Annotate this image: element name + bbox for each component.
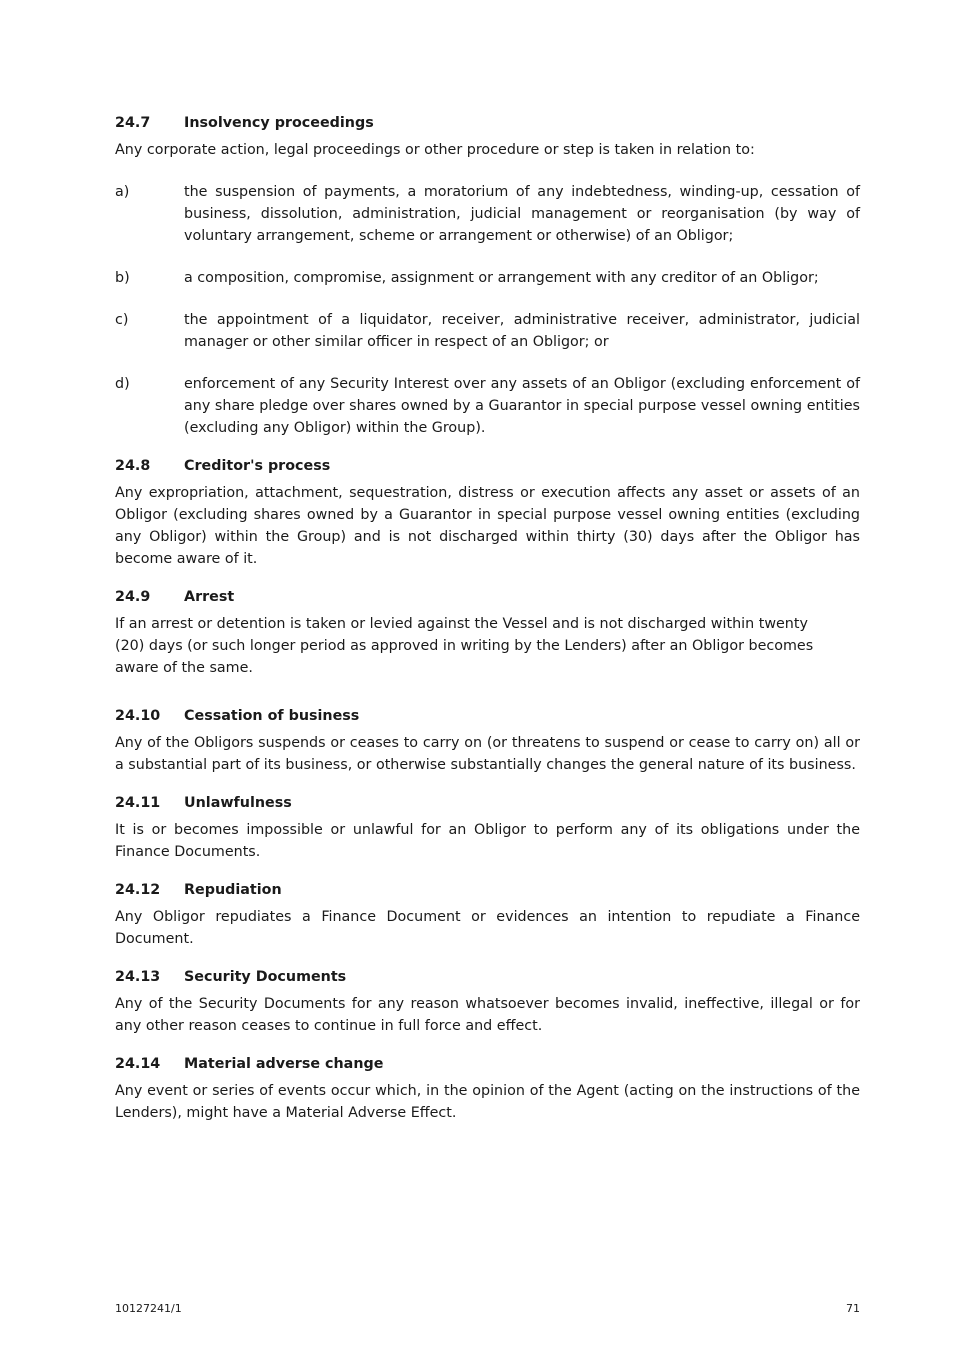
section-24-10 bbox=[115, 705, 860, 776]
list-item-d bbox=[115, 373, 860, 439]
section-title: Arrest bbox=[184, 589, 235, 605]
section-24-9 bbox=[115, 586, 860, 679]
section-number: 24.7 bbox=[115, 115, 151, 131]
section-title: Material adverse change bbox=[184, 1056, 384, 1072]
section-24-7 bbox=[115, 112, 860, 439]
section-24-14 bbox=[115, 1053, 860, 1124]
section-title: Insolvency proceedings bbox=[184, 115, 374, 131]
section-heading bbox=[115, 112, 860, 134]
section-heading bbox=[115, 792, 860, 814]
section-24-8 bbox=[115, 455, 860, 570]
section-24-13 bbox=[115, 966, 860, 1037]
section-number: 24.10 bbox=[115, 708, 161, 724]
list-marker: b) bbox=[115, 270, 130, 286]
list-text: enforcement of any Security Interest over any assets of an Obligor (excluding enforcement of any share pledge over shares owned by a Guarantor in special purpose vessel owning entities (excluding any Obligor) within the Group). bbox=[184, 376, 860, 436]
section-heading bbox=[115, 1053, 860, 1075]
list-item-a bbox=[115, 181, 860, 247]
list-text: the suspension of payments, a moratorium of any indebtedness, winding-up, cessation of business, dissolution, administration, judicial management or reorganisation (by way of voluntary arrangement, scheme or arrangement or otherwise) of an Obligor; bbox=[184, 184, 860, 244]
document-page bbox=[115, 112, 860, 1140]
section-title: Cessation of business bbox=[184, 708, 360, 724]
list-marker: a) bbox=[115, 184, 130, 200]
list-marker: c) bbox=[115, 312, 129, 328]
section-number: 24.9 bbox=[115, 589, 151, 605]
section-intro: Any corporate action, legal proceedings or other procedure or step is taken in relation to: bbox=[115, 142, 755, 158]
list-marker: d) bbox=[115, 376, 130, 392]
section-body: It is or becomes impossible or unlawful for an Obligor to perform any of its obligations under the Finance Documents. bbox=[115, 822, 860, 860]
list-item-b bbox=[115, 267, 860, 289]
section-title: Creditor's process bbox=[184, 458, 331, 474]
section-heading bbox=[115, 966, 860, 988]
section-body: Any Obligor repudiates a Finance Document or evidences an intention to repudiate a Finance Document. bbox=[115, 909, 860, 947]
section-heading bbox=[115, 705, 860, 727]
section-body: Any of the Security Documents for any reason whatsoever becomes invalid, ineffective, illegal or for any other reason ceases to continue in full force and effect. bbox=[115, 996, 860, 1034]
list-text: the appointment of a liquidator, receiver, administrative receiver, administrator, judicial manager or other similar officer in respect of an Obligor; or bbox=[184, 312, 860, 350]
section-number: 24.11 bbox=[115, 795, 161, 811]
section-title: Security Documents bbox=[184, 969, 347, 985]
section-body: Any of the Obligors suspends or ceases to carry on (or threatens to suspend or cease to carry on) all or a substantial part of its business, or otherwise substantially changes the general nature of its business. bbox=[115, 735, 860, 773]
section-body: Any event or series of events occur which, in the opinion of the Agent (acting on the instructions of the Lenders), might have a Material Adverse Effect. bbox=[115, 1083, 860, 1121]
list-text: a composition, compromise, assignment or arrangement with any creditor of an Obligor; bbox=[184, 270, 819, 286]
section-number: 24.8 bbox=[115, 458, 151, 474]
section-title: Repudiation bbox=[184, 882, 282, 898]
section-number: 24.14 bbox=[115, 1056, 161, 1072]
section-heading bbox=[115, 455, 860, 477]
section-24-11 bbox=[115, 792, 860, 863]
section-body: If an arrest or detention is taken or levied against the Vessel and is not discharged within twenty (20) days (or such longer period as approved in writing by the Lenders) after an Obligor becomes aware of the same. bbox=[115, 616, 814, 676]
section-heading bbox=[115, 879, 860, 901]
page-footer bbox=[115, 1302, 860, 1315]
document-reference: 10127241/1 bbox=[115, 1302, 182, 1315]
section-title: Unlawfulness bbox=[184, 795, 292, 811]
section-body: Any expropriation, attachment, sequestration, distress or execution affects any asset or assets of an Obligor (excluding shares owned by a Guarantor in special purpose vessel owning entities (excluding any Obligor) within the Group) and is not discharged within thirty (30) days after the Obligor has become aware of it. bbox=[115, 485, 860, 567]
section-24-12 bbox=[115, 879, 860, 950]
list-item-c bbox=[115, 309, 860, 353]
section-number: 24.12 bbox=[115, 882, 161, 898]
section-number: 24.13 bbox=[115, 969, 161, 985]
page-number: 71 bbox=[846, 1302, 860, 1315]
section-heading bbox=[115, 586, 860, 608]
